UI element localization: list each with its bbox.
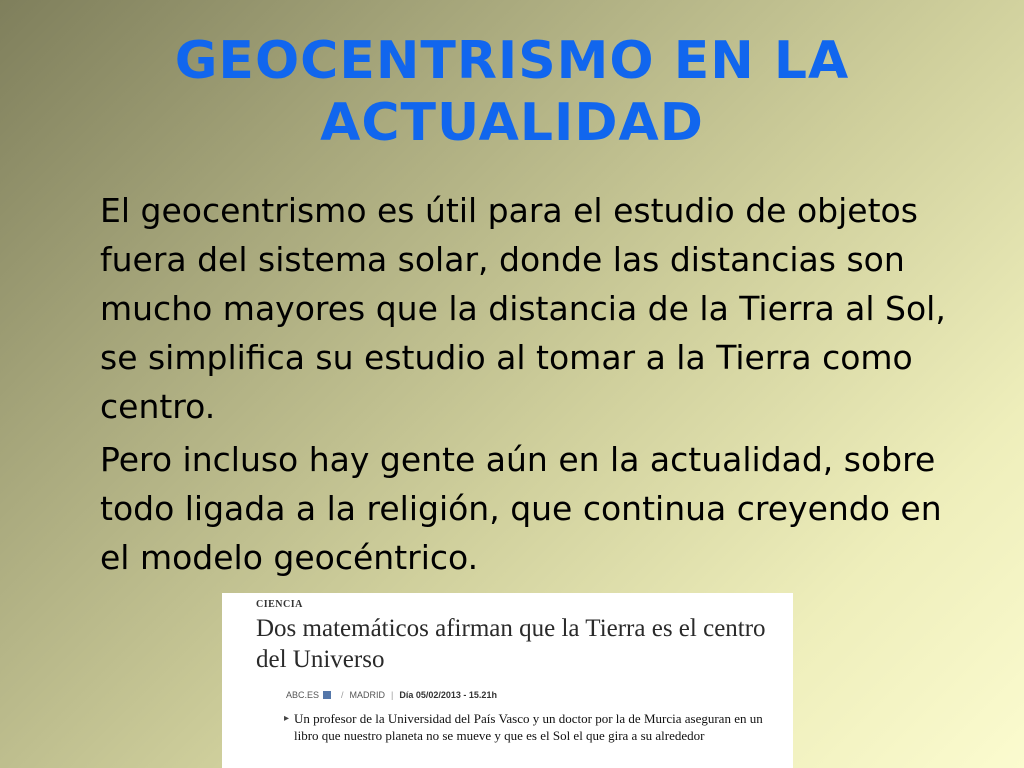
clipping-city: MADRID [349, 690, 386, 700]
paragraph-geocentrism-use: El geocentrismo es útil para el estudio de objetos fuera del sistema solar, donde las distancias son mucho mayores que la distancia de la Tierra al Sol, se simplifica su estudio al tomar a la Tierra como centro. [100, 191, 946, 426]
clipping-headline: Dos matemáticos afirman que la Tierra es el centro del Universo [256, 615, 766, 673]
slide-title-line-2: ACTUALIDAD [320, 93, 704, 153]
clipping-section-label: CIENCIA [256, 599, 303, 610]
clipping-source: ABC.ES [286, 690, 320, 700]
bullet-arrow-icon: ▸ [284, 713, 290, 724]
clipping-summary [284, 710, 774, 744]
newspaper-clipping-image [222, 593, 793, 768]
slide-title [0, 30, 1024, 154]
share-icon [323, 691, 331, 699]
paragraph-geocentrism-today: Pero incluso hay gente aún en la actualidad, sobre todo ligada a la religión, que continua creyendo en el modelo geocéntrico. [100, 440, 942, 577]
clipping-summary-text: Un profesor de la Universidad del País Vasco y un doctor por la de Murcia aseguran en un libro que nuestro planeta no se mueve y que es el Sol el que gira a su alrededor [294, 711, 763, 743]
slide-title-line-1: GEOCENTRISMO EN LA [174, 31, 850, 91]
clipping-meta: ABC.ES / MADRID | Día 05/02/2013 - 15.21h [286, 690, 497, 700]
clipping-date: Día 05/02/2013 - 15.21h [399, 690, 497, 700]
